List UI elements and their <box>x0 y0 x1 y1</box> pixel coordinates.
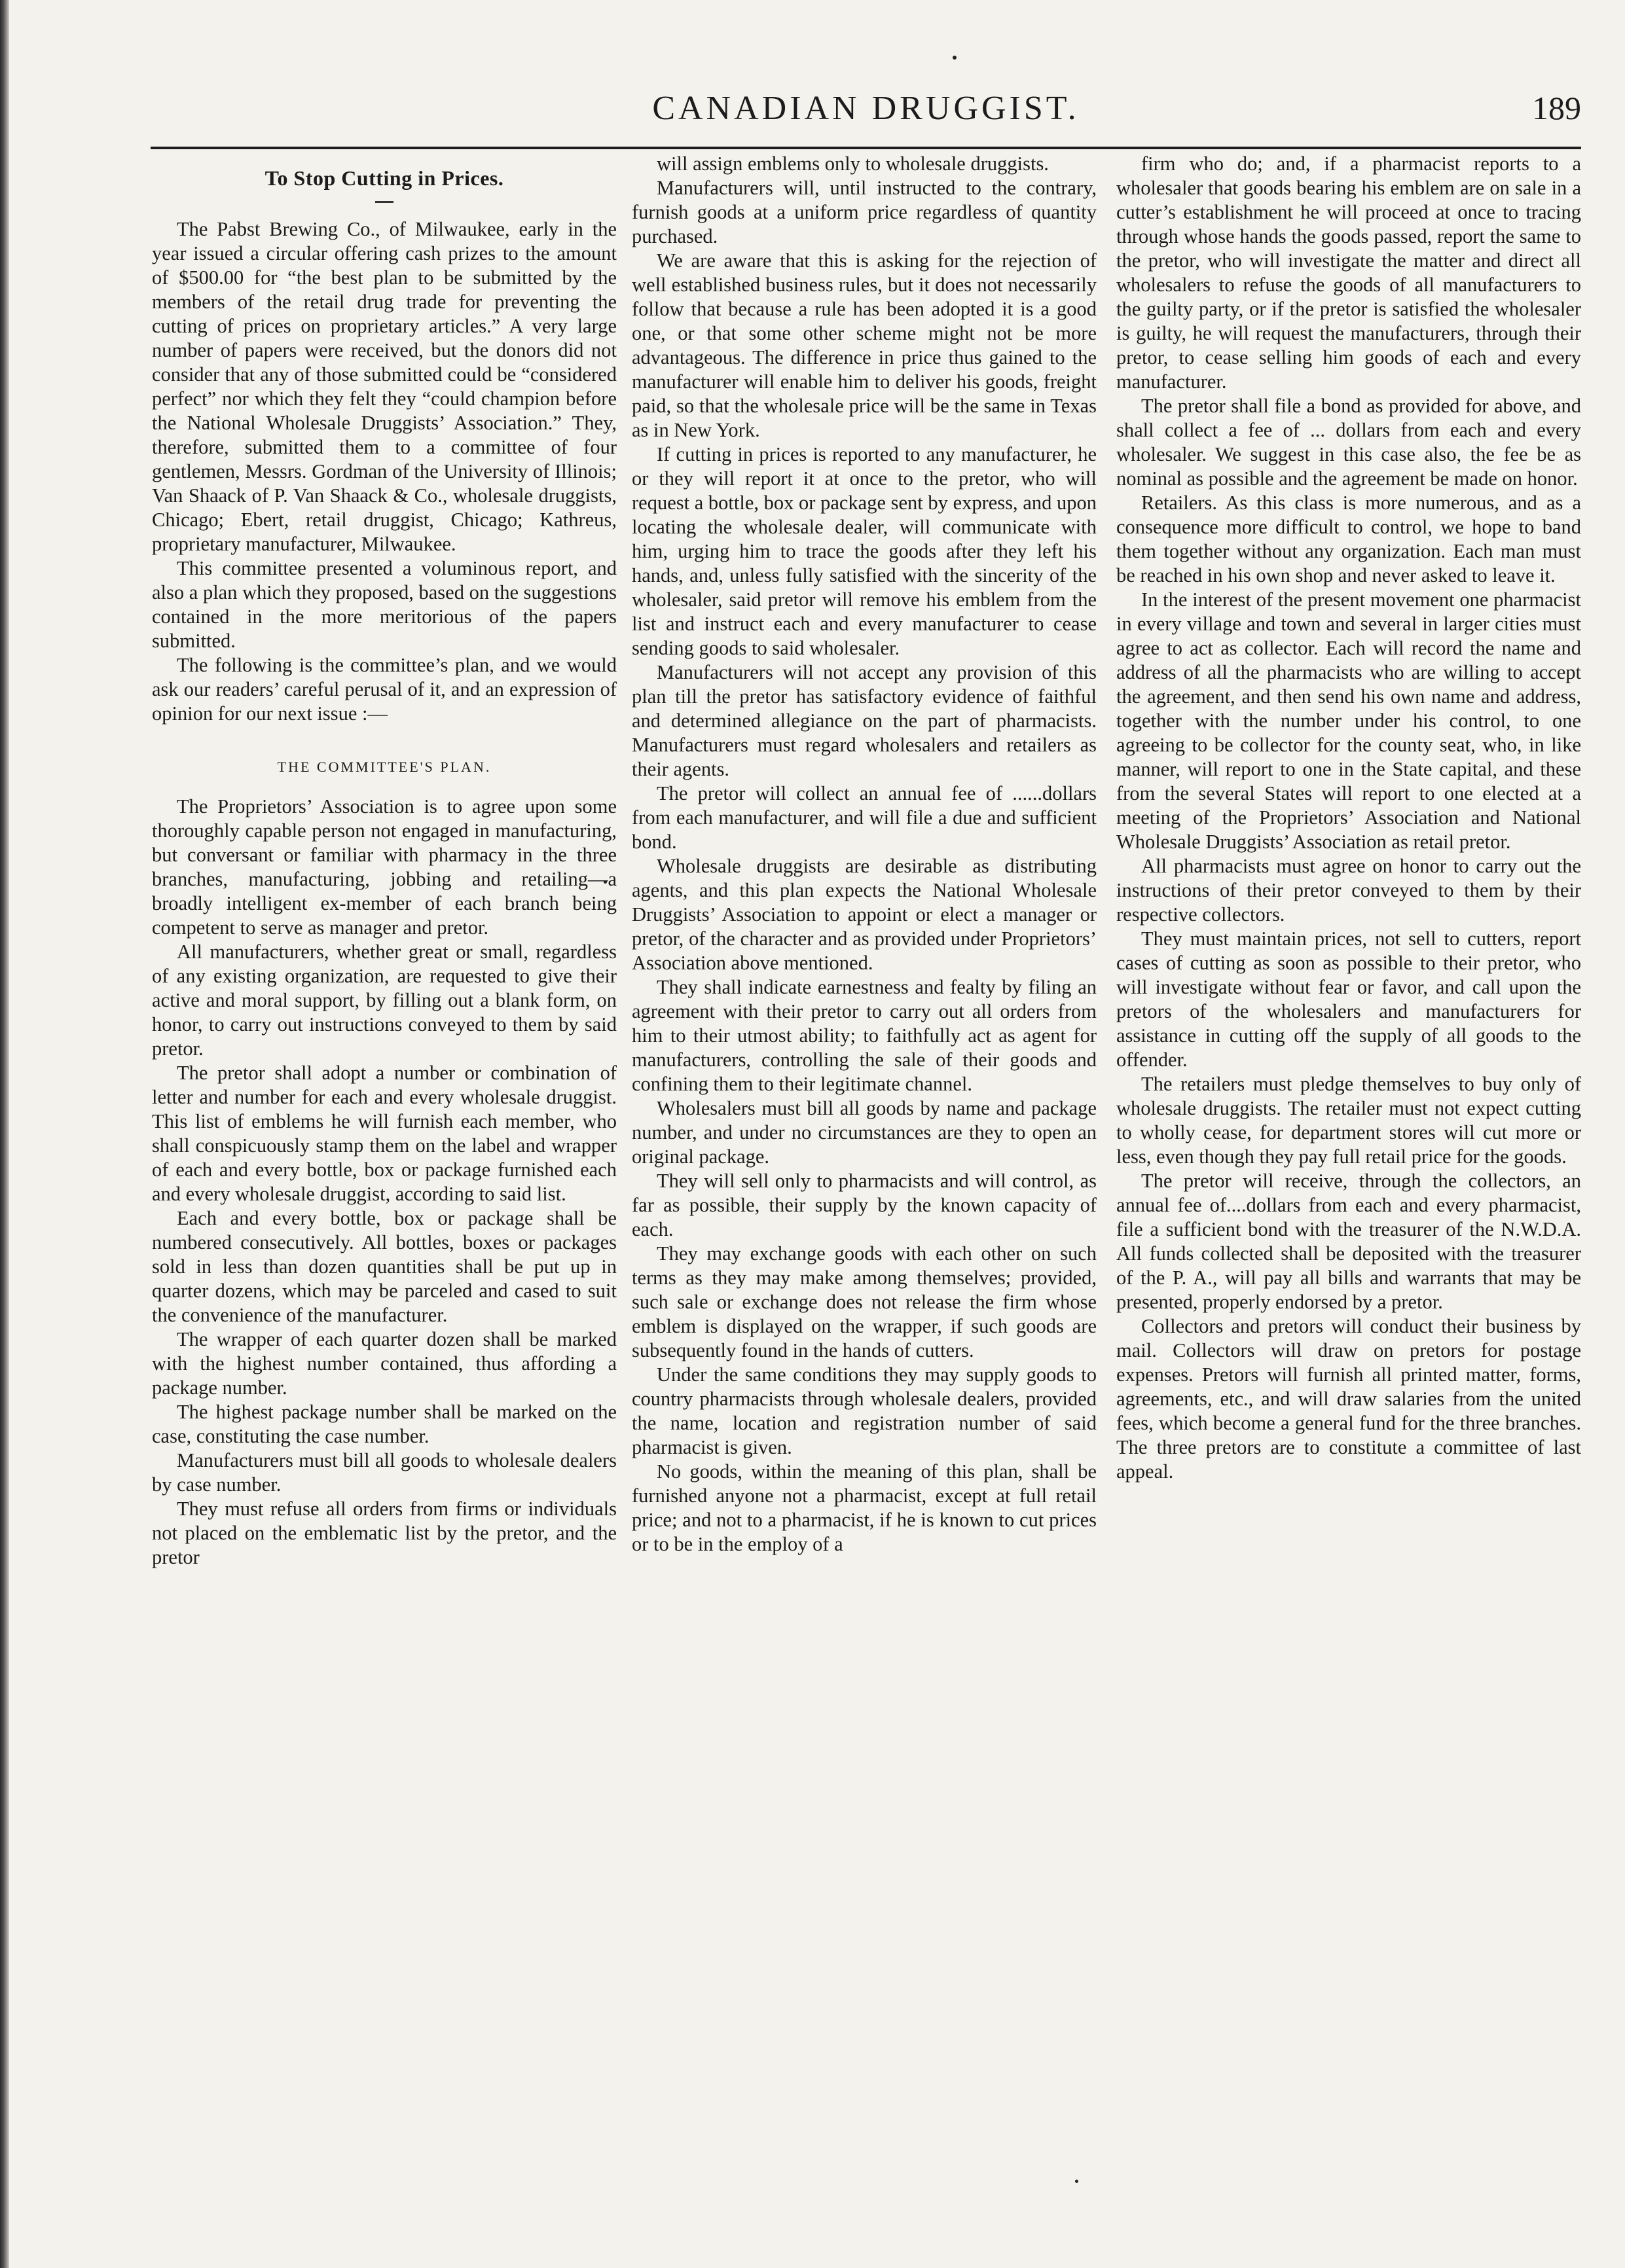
paragraph: Manufacturers will, until instructed to the contrary, furnish goods at a uniform price regardless of quantity purchased. <box>632 177 1097 247</box>
paragraph: They must maintain prices, not sell to cutters, report cases of cutting as soon as possible to their pretor, who will investigate without fear or favor, and call upon the pretors of the wholesalers and manufacturers for assistance in cutting off the supply of all goods to the offender. <box>1116 927 1581 1071</box>
paragraph: We are aware that this is asking for the rejection of well established business rules, but it does not necessarily follow that because a rule has been adopted it is a good one, or that some other scheme might not be more advantageous. The difference in price thus gained to the manufacturer will enable him to deliver his goods, freight paid, so that the wholesale price will be the same in Texas as in New York. <box>632 249 1097 441</box>
paragraph: The Proprietors’ Association is to agree upon some thoroughly capable person not engaged in manufacturing, but conversant or familiar with pharmacy in the three branches, manufacturing, jobbing and retailing—a broadly intelligent ex-member of each branch being competent to serve as manager and pretor. <box>152 795 617 939</box>
intro-paragraphs <box>152 217 617 726</box>
paragraph: The wrapper of each quarter dozen shall be marked with the highest number contained, thus affording a package number. <box>152 1328 617 1399</box>
paragraph: They must refuse all orders from firms or individuals not placed on the emblematic list by the pretor, and the pretor <box>152 1498 617 1568</box>
paragraph: All manufacturers, whether great or small, regardless of any existing organization, are requested to give their active and moral support, by filling out a blank form, on honor, to carry out instructions conveyed to them by said pretor. <box>152 941 617 1060</box>
paragraph: They shall indicate earnestness and fealty by filing an agreement with their pretor to carry out all orders from him to their utmost ability; to faithfully act as agent for manufacturers, controlling the sale of their goods and confining them to their legitimate channel. <box>632 976 1097 1095</box>
paragraph: The Pabst Brewing Co., of Milwaukee, early in the year issued a circular offering cash prizes to the amount of $500.00 for “the best plan to be submitted by the members of the retail drug trade for preventing the cutting of prices on proprietary articles.” A very large number of papers were received, but the donors did not consider that any of those submitted could be “considered perfect” nor which they felt they “could champion before the National Wholesale Druggists’ Association.” They, therefore, submitted them to a committee of four gentlemen, Messrs. Gordman of the University of Illinois; Van Shaack of P. Van Shaack & Co., wholesale druggists, Chicago; Ebert, retail druggist, Chicago; Kathreus, proprietary manufacturer, Milwaukee. <box>152 218 617 555</box>
paragraph: The highest package number shall be marked on the case, constituting the case number. <box>152 1401 617 1447</box>
text-column-1 <box>152 152 617 2214</box>
paragraph: Wholesale druggists are desirable as distributing agents, and this plan expects the National Wholesale Druggists’ Association to appoint or elect a manager or pretor, of the character and as provided under Proprietors’ Association above mentioned. <box>632 855 1097 974</box>
paragraph: Collectors and pretors will conduct their business by mail. Collectors will draw on pretors for postage expenses. Pretors will furnish all printed matter, forms, agreements, etc., and will draw salaries from the united fees, which become a general fund for the three branches. The three pretors are to constitute a committee of last appeal. <box>1116 1315 1581 1483</box>
article-title: To Stop Cutting in Prices. <box>265 166 504 190</box>
paragraph: If cutting in prices is reported to any manufacturer, he or they will report it at once to the pretor, who will request a bottle, box or package sent by express, and upon locating the wholesale dealer, will communicate with him, urging him to trace the goods after they left his hands, and, unless fully satisfied with the sincerity of the wholesaler, said pretor will remove his emblem from the list and instruct each and every manufacturer to cease sending goods to said wholesaler. <box>632 443 1097 659</box>
paragraph: All pharmacists must agree on honor to carry out the instructions of their pretor conveyed to them by their respective collectors. <box>1116 855 1581 926</box>
running-title: CANADIAN DRUGGIST. <box>652 90 1080 127</box>
paragraph: firm who do; and, if a pharmacist reports to a wholesaler that goods bearing his emblem are on sale in a cutter’s establishment he will proceed at once to tracing through whose hands the goods passed, report the same to the pretor, who will investigate the matter and direct all wholesalers to refuse the goods of all manufacturers to the guilty party, or if the pretor is satisfied the wholesaler is guilty, he will request the manufacturers, through their pretor, to cease selling him goods of each and every manufacturer. <box>1116 153 1581 393</box>
paragraph: Manufacturers will not accept any provision of this plan till the pretor has satisfactory evidence of faithful and determined allegiance on the part of pharmacists. Manufacturers must regard wholesalers and retailers as their agents. <box>632 661 1097 780</box>
paragraph: Manufacturers must bill all goods to wholesale dealers by case number. <box>152 1449 617 1496</box>
paragraph: Retailers. As this class is more numerous, and as a consequence more difficult to control, we hope to band them together without any organization. Each man must be reached in his own shop and never asked to leave it. <box>1116 492 1581 586</box>
paragraph: They may exchange goods with each other on such terms as they may make among themselves; provided, such sale or exchange does not release the firm whose emblem is displayed on the wrapper, if such goods are subsequently found in the hands of cutters. <box>632 1242 1097 1361</box>
page-header <box>151 84 1581 149</box>
paragraph: This committee presented a voluminous report, and also a plan which they proposed, based on the suggestions contained in the more meritorious of the papers submitted. <box>152 557 617 652</box>
paragraph: The pretor shall adopt a number or combination of letter and number for each and every wholesale druggist. This list of emblems he will furnish each member, who shall conspicuously stamp them on the label and wrapper of each and every bottle, box or package furnished each and every wholesale druggist, according to said list. <box>152 1062 617 1205</box>
paragraph: In the interest of the present movement one pharmacist in every village and town and several in larger cities must agree to act as collector. Each will record the name and address of all the pharmacists who are willing to accept the agreement, and then send his own name and address, together with the number under his control, to one agreeing to be collector for the county seat, who, in like manner, will report to one in the State capital, and these from the several States will report to one elected at a meeting of the Proprietors’ Association and National Wholesale Druggists’ Association as retail pretor. <box>1116 588 1581 853</box>
scan-speck <box>953 56 957 60</box>
paragraph: No goods, within the meaning of this plan, shall be furnished anyone not a pharmacist, except at full retail price; and not to a pharmacist, if he is known to cut prices or to be in the employ of a <box>632 1460 1097 1555</box>
column-3-paragraphs <box>1116 152 1581 1484</box>
scanned-page-edge <box>0 0 9 2268</box>
paragraph: The pretor will receive, through the collectors, an annual fee of....dollars from each and every pharmacist, file a sufficient bond with the treasurer of the N.W.D.A. All funds collected shall be deposited with the treasurer of the P. A., will pay all bills and warrants that may be presented, properly endorsed by a pretor. <box>1116 1170 1581 1313</box>
paragraph: Wholesalers must bill all goods by name and package number, and under no circumstances are they to open an original package. <box>632 1097 1097 1168</box>
text-column-2 <box>632 152 1097 2214</box>
paragraph: The following is the committee’s plan, and we would ask our readers’ careful perusal of it, and an expression of opinion for our next issue :— <box>152 654 617 725</box>
paragraph: Each and every bottle, box or package shall be numbered consecutively. All bottles, boxes or packages sold in less than dozen quantities shall be put up in quarter dozens, which may be parceled and cased to suit the convenience of the manufacturer. <box>152 1207 617 1326</box>
section-heading: THE COMMITTEE'S PLAN. <box>277 759 492 775</box>
paragraph: The retailers must pledge themselves to buy only of wholesale druggists. The retailer must not expect cutting to wholly cease, for department stores will cut more or less, even though they pay full retail price for the goods. <box>1116 1073 1581 1168</box>
paragraph: Under the same conditions they may supply goods to country pharmacists through wholesale dealers, provided the name, location and registration number of said pharmacist is given. <box>632 1363 1097 1458</box>
page-number: 189 <box>1532 90 1581 126</box>
paragraph: The pretor shall file a bond as provided for above, and shall collect a fee of ... dollars from each and every wholesaler. We suggest in this case also, the fee be as nominal as possible and the agreement be made on honor. <box>1116 395 1581 490</box>
paragraph: will assign emblems only to wholesale druggists. <box>657 153 1049 175</box>
column-2-paragraphs <box>632 152 1097 1557</box>
title-rule <box>375 201 393 203</box>
text-column-3 <box>1116 152 1581 2214</box>
plan-paragraphs <box>152 795 617 1570</box>
paragraph: They will sell only to pharmacists and will control, as far as possible, their supply by the known capacity of each. <box>632 1170 1097 1240</box>
paragraph: The pretor will collect an annual fee of ......dollars from each manufacturer, and will file a due and sufficient bond. <box>632 782 1097 853</box>
